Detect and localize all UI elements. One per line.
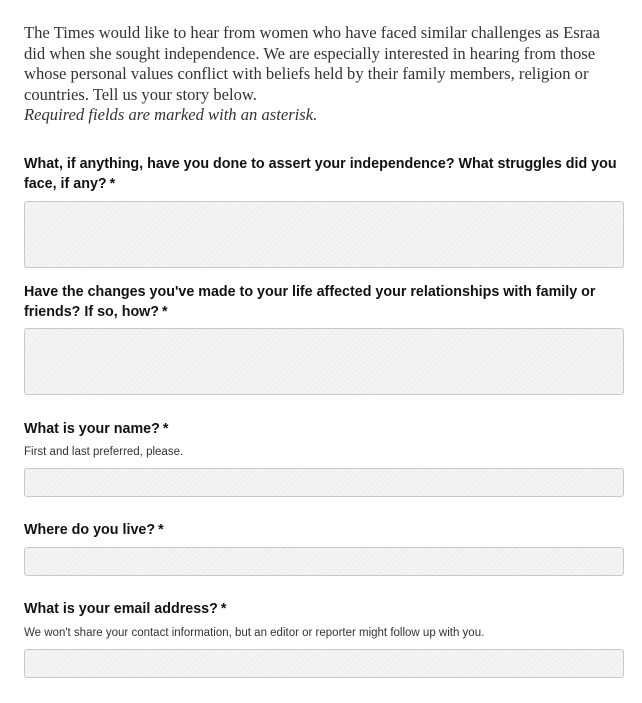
question-name-label	[24, 419, 624, 439]
required-fields-note: Required fields are marked with an asterisk.	[24, 105, 318, 124]
question-relationships-label	[24, 282, 624, 322]
question-independence-label	[24, 154, 624, 194]
required-asterisk: *	[162, 304, 168, 320]
question-email-label	[24, 599, 624, 619]
question-text: Have the changes you've made to your life affected your relationships with family or friends? If so, how?	[24, 284, 596, 320]
independence-answer-textarea[interactable]	[24, 201, 624, 268]
question-text: What, if anything, have you done to assert your independence? What struggles did you face, if any?	[24, 156, 617, 192]
question-location-label	[24, 520, 624, 540]
relationships-answer-textarea[interactable]	[24, 328, 624, 395]
required-asterisk: *	[158, 522, 164, 538]
name-field-hint: First and last preferred, please.	[24, 446, 184, 458]
question-text: What is your email address?	[24, 601, 218, 617]
intro-text: The Times would like to hear from women who have faced similar challenges as Esraa did when she sought independence. We are especially interested in hearing from those whose personal values conflict with beliefs held by their family members, religion or countries. Tell us your story below.	[24, 23, 601, 104]
question-text: Where do you live?	[24, 522, 156, 538]
question-text: What is your name?	[24, 421, 160, 437]
email-input[interactable]	[24, 649, 624, 678]
required-asterisk: *	[109, 176, 116, 192]
required-asterisk: *	[220, 601, 227, 617]
name-input[interactable]	[24, 468, 624, 497]
location-input[interactable]	[24, 547, 624, 576]
required-asterisk: *	[162, 421, 169, 437]
form-intro	[24, 23, 624, 126]
email-field-hint: We won't share your contact information, but an editor or reporter might follow up with you.	[24, 627, 485, 639]
